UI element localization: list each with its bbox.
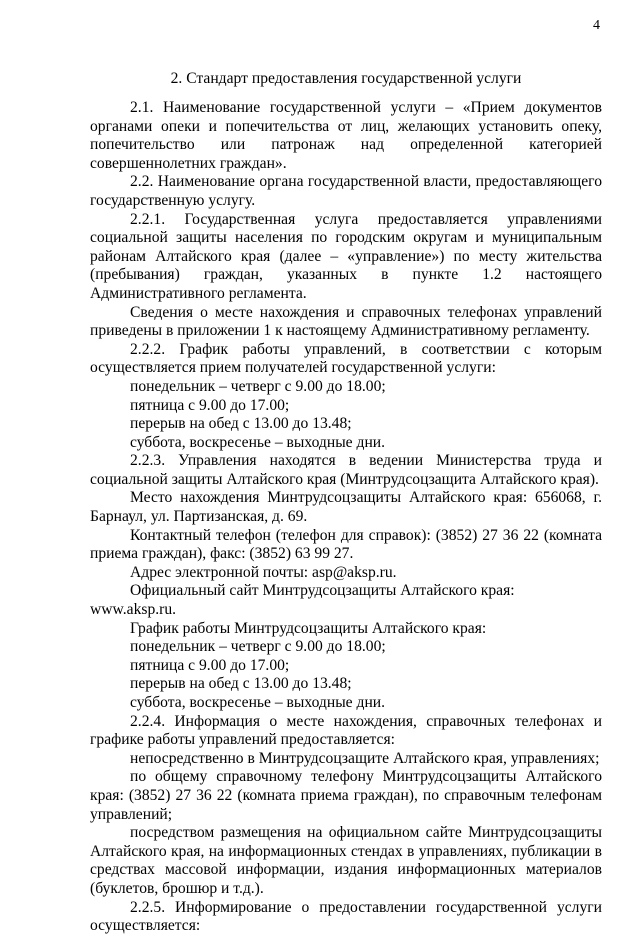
info-channel-item: по общему справочному телефону Минтрудсоцзащиты Алтайского края: (3852) 27 36 22 (комната приема граждан), по справочным телефонам управлений; <box>90 768 602 823</box>
paragraph-ministry-schedule: График работы Минтрудсоцзащиты Алтайского края: <box>130 619 487 637</box>
paragraph-website: Официальный сайт Минтрудсоцзащиты Алтайского края: www.aksp.ru. <box>90 582 515 619</box>
schedule-line: пятница с 9.00 до 17.00; <box>130 656 290 674</box>
schedule-line: перерыв на обед с 13.00 до 13.48; <box>130 415 352 433</box>
info-channel-item: посредством размещения на официальном сайте Минтрудсоцзащиты Алтайского края, на информационных стендах в управлениях, публикации в средствах массовой информации, издания информационных материалов (буклетов, брошюр и т.д.). <box>90 824 602 897</box>
schedule-line: перерыв на обед с 13.00 до 13.48; <box>130 675 352 693</box>
schedule-line: суббота, воскресенье – выходные дни. <box>130 433 386 451</box>
schedule-line: понедельник – четверг с 9.00 до 18.00; <box>130 638 386 656</box>
page-number: 4 <box>593 18 600 33</box>
paragraph-2-2-5: 2.2.5. Информирование о предоставлении государственной услуги осуществляется: <box>90 898 602 935</box>
schedule-line: понедельник – четверг с 9.00 до 18.00; <box>130 377 386 395</box>
paragraph-email: Адрес электронной почты: asp@aksp.ru. <box>130 563 397 581</box>
paragraph-2-2: 2.2. Наименование органа государственной власти, предоставляющего государственную услугу. <box>90 173 602 209</box>
document-body <box>90 99 602 936</box>
info-channel-item: непосредственно в Минтрудсоцзащите Алтайского края, управлениях; <box>130 749 600 767</box>
paragraph-ministry-address: Место нахождения Минтрудсоцзащиты Алтайского края: 656068, г. Барнаул, ул. Партизанская, д. 69. <box>90 489 602 526</box>
schedule-line: суббота, воскресенье – выходные дни. <box>130 694 386 711</box>
paragraph-2-1: 2.1. Наименование государственной услуги – «Прием документов органами опеки и попечительства от лиц, желающих установить опеку, попечительство или патронаж над определенной категорией совершеннолетних граждан». <box>90 99 602 172</box>
paragraph-2-2-4: 2.2.4. Информация о месте нахождения, справочных телефонах и графике работы управлений предоставляется: <box>90 712 602 749</box>
section-title: 2. Стандарт предоставления государственной услуги <box>170 70 522 87</box>
paragraph-contact-phone: Контактный телефон (телефон для справок): (3852) 27 36 22 (комната приема граждан), факс: (3852) 63 99 27. <box>90 526 602 563</box>
paragraph-2-2-1: 2.2.1. Государственная услуга предоставляется управлениями социальной защиты населения по городским округам и муниципальным районам Алтайского края (далее – «управление») по месту жительства (пребывания) граждан, указанных в пункте 1.2 настоящего Административного регламента. <box>90 210 602 302</box>
paragraph-2-2-2: 2.2.2. График работы управлений, в соответствии с которым осуществляется прием получателей государственной услуги: <box>90 340 602 377</box>
paragraph-offices-info: Сведения о месте нахождения и справочных телефонах управлений приведены в приложении 1 к настоящему Административному регламенту. <box>90 303 602 340</box>
paragraph-2-2-3: 2.2.3. Управления находятся в ведении Министерства труда и социальной защиты Алтайского края (Минтрудсоцзащита Алтайского края). <box>90 452 602 488</box>
schedule-line: пятница с 9.00 до 17.00; <box>130 396 290 414</box>
